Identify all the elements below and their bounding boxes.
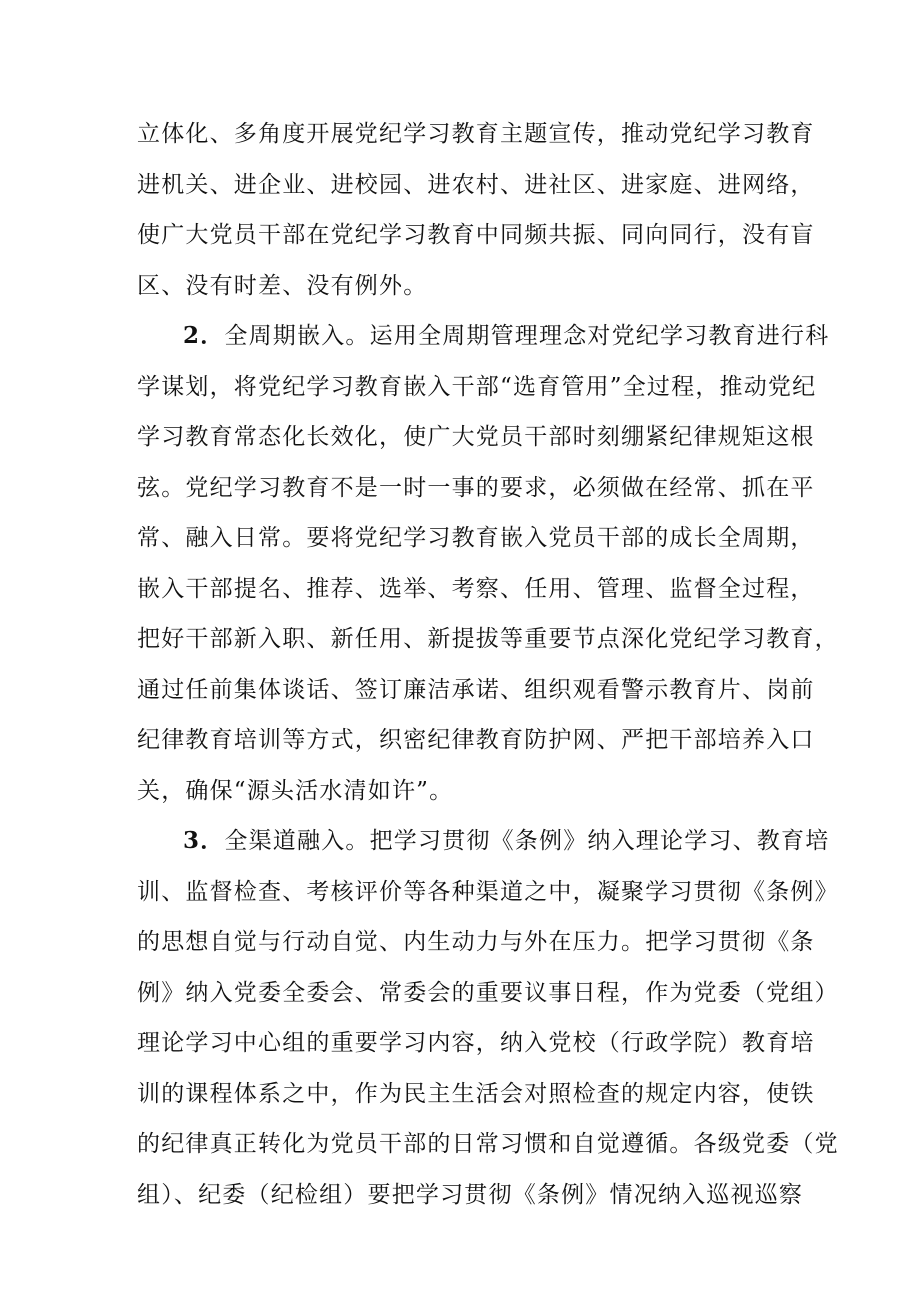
text-line: 使广大党员干部在党纪学习教育中同频共振、同向同行，没有盲 [137, 222, 815, 248]
paragraph-first-line [137, 816, 830, 867]
text-line: 区、没有时差、没有例外。 [137, 272, 428, 299]
paragraph-1 [137, 109, 815, 311]
text-line: 组）、纪委（纪检组）要把学习贯彻《条例》情况纳入巡视巡察 [137, 1181, 804, 1208]
paragraph-first-line [137, 311, 830, 362]
text-line: 全周期嵌入。运用全周期管理理念对党纪学习教育进行科 [224, 323, 830, 349]
text-line: 训的课程体系之中，作为民主生活会对照检查的规定内容，使铁 [137, 1080, 815, 1107]
text-line: 弦。党纪学习教育不是一时一事的要求，必须做在经常、抓在平 [137, 474, 815, 501]
text-line: 的纪律真正转化为党员干部的日常习惯和自觉遵循。各级党委（党 [137, 1131, 839, 1157]
text-line: 关，确保“源头活水清如许”。 [137, 777, 454, 804]
text-line: 常、融入日常。要将党纪学习教育嵌入党员干部的成长全周期， [137, 525, 815, 551]
text-line: 通过任前集体谈话、签订廉洁承诺、组织观看警示教育片、岗前 [137, 676, 815, 703]
text-line: 理论学习中心组的重要学习内容，纳入党校（行政学院）教育培 [137, 1030, 815, 1056]
text-line: 训、监督检查、考核评价等各种渠道之中，凝聚学习贯彻《条例》 [137, 878, 839, 905]
text-line: 例》纳入党委全委会、常委会的重要议事日程，作为党委（党组） [137, 979, 839, 1006]
text-line: 的思想自觉与行动自觉、内生动力与外在压力。把学习贯彻《条 [137, 929, 815, 955]
text-line: 全渠道融入。把学习贯彻《条例》纳入理论学习、教育培 [224, 828, 830, 854]
document-body [137, 109, 839, 1220]
text-line: 立体化、多角度开展党纪学习教育主题宣传，推动党纪学习教育 [137, 121, 815, 147]
text-line: 进机关、进企业、进校园、进农村、进社区、进家庭、进网络， [137, 171, 815, 198]
text-line: 学谋划，将党纪学习教育嵌入干部“选育管用”全过程，推动党纪 [137, 373, 817, 400]
text-line: 纪律教育培训等方式，织密纪律教育防护网、严把干部培养入口 [137, 727, 815, 753]
text-line: 把好干部新入职、新任用、新提拔等重要节点深化党纪学习教育， [137, 626, 839, 652]
paragraph-2 [137, 311, 839, 816]
paragraph-number: 3． [183, 827, 225, 854]
paragraph-3 [137, 816, 839, 1220]
text-line: 学习教育常态化长效化，使广大党员干部时刻绷紧纪律规矩这根 [137, 424, 815, 450]
paragraph-number: 2． [183, 322, 225, 349]
text-line: 嵌入干部提名、推荐、选举、考察、任用、管理、监督全过程， [137, 575, 815, 602]
